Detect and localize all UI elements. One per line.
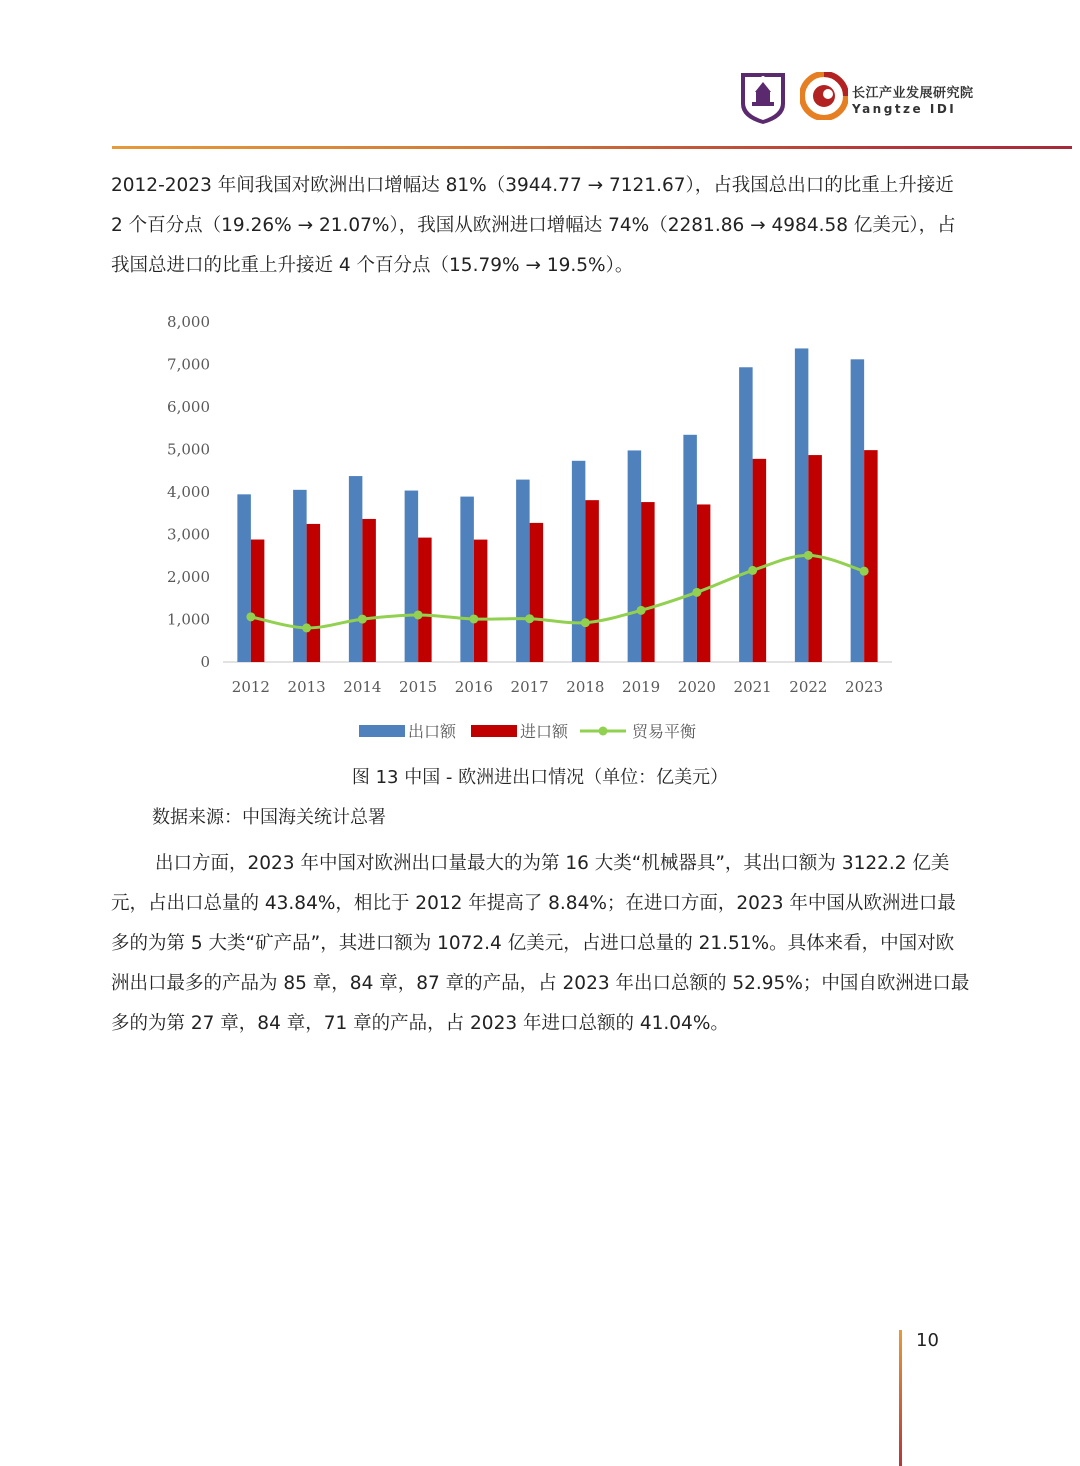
yangtze-idi-logo (800, 72, 848, 120)
export-bar (851, 359, 865, 662)
y-tick-label: 3,000 (167, 525, 210, 544)
y-tick-label: 7,000 (167, 355, 210, 374)
import-bar (362, 519, 376, 662)
y-tick-label: 1,000 (167, 610, 210, 629)
export-bar (460, 497, 474, 662)
export-bar (795, 348, 809, 662)
balance-point (246, 612, 255, 621)
balance-point (302, 623, 311, 632)
export-bar (628, 450, 642, 662)
balance-point (748, 566, 757, 575)
x-tick-label: 2019 (622, 678, 661, 696)
export-bar (349, 476, 363, 662)
x-tick-label: 2018 (566, 678, 605, 696)
y-tick-label: 5,000 (167, 440, 210, 459)
import-bar (753, 459, 767, 662)
import-bar (251, 540, 265, 662)
legend-label-import: 进口额 (520, 722, 569, 741)
intro-paragraph-text: 2012-2023 年间我国对欧洲出口增幅达 81%（3944.77 → 7121.67），占我国总出口的比重上升接近 2 个百分点（19.26% → 21.07%），我国从欧洲进口增幅达 74%（2281.86 → 4984.58 亿美元），占我国总进口的比重上升接近 4 个百分点（15.79% → 19.5%）。 (111, 175, 956, 276)
x-tick-label: 2020 (677, 678, 716, 696)
x-tick-label: 2012 (231, 678, 270, 696)
export-bar (516, 480, 530, 662)
x-tick-label: 2016 (454, 678, 493, 696)
balance-point (692, 588, 701, 597)
import-bar (474, 540, 488, 662)
import-bar (641, 502, 655, 662)
balance-point (804, 551, 813, 560)
body-paragraph (111, 844, 971, 1044)
x-tick-label: 2013 (287, 678, 326, 696)
y-tick-label: 8,000 (167, 313, 210, 331)
balance-point (637, 606, 646, 615)
export-bar (739, 367, 753, 662)
header-divider (112, 146, 1072, 149)
x-tick-label: 2014 (343, 678, 382, 696)
export-bar (293, 490, 307, 662)
legend-swatch-export (359, 725, 405, 737)
y-tick-label: 4,000 (167, 483, 210, 501)
balance-line (251, 555, 864, 628)
export-bar (405, 491, 419, 662)
import-bar (864, 450, 878, 662)
y-tick-label: 2,000 (167, 568, 210, 586)
export-bar (237, 494, 251, 662)
page-number: 10 (916, 1330, 939, 1351)
x-tick-label: 2023 (845, 678, 884, 696)
body-paragraph-text: 出口方面，2023 年中国对欧洲出口量最大的为第 16 大类“机械器具”，其出口额为 3122.2 亿美元，占出口总量的 43.84%，相比于 2012 年提高了 8.84%；在进口方面，2023 年中国从欧洲进口最多的为第 5 大类“矿产品”，其进口额为 1072.4 亿美元，占进口总量的 21.51%。具体来看，中国对欧洲出口最多的产品为 85 章，84 章，87 章的产品，占 2023 年出口总额的 52.95%；中国自欧洲进口最多的为第 27 章，84 章，71 章的产品，占 2023 年进口总额的 41.04%。 (111, 853, 970, 1034)
balance-point (469, 614, 478, 623)
balance-point (860, 567, 869, 576)
footer-divider (899, 1330, 902, 1466)
balance-point (414, 610, 423, 619)
legend-label-export: 出口额 (408, 722, 457, 741)
institute-name (852, 82, 974, 116)
x-tick-label: 2015 (399, 678, 438, 696)
import-bar (530, 523, 544, 662)
export-bar (683, 435, 697, 662)
x-tick-label: 2022 (789, 678, 828, 696)
import-bar (697, 504, 711, 662)
balance-point (525, 614, 534, 623)
import-bar (307, 524, 321, 662)
y-tick-label: 6,000 (167, 398, 210, 416)
y-tick-label: 0 (200, 653, 210, 671)
balance-point (581, 618, 590, 627)
export-bar (572, 461, 586, 662)
institute-name-en: Yangtze IDI (852, 102, 957, 116)
intro-paragraph (111, 166, 971, 286)
x-tick-label: 2017 (510, 678, 549, 696)
legend-label-balance: 贸易平衡 (632, 722, 697, 741)
x-tick-label: 2021 (733, 678, 772, 696)
import-bar (585, 500, 599, 662)
legend-marker-balance (599, 727, 608, 736)
import-bar (418, 538, 432, 662)
trade-chart (140, 300, 940, 770)
figure-caption: 图 13 中国 - 欧洲进出口情况（单位：亿美元） (351, 767, 729, 788)
institute-name-cn: 长江产业发展研究院 (852, 86, 974, 101)
balance-point (358, 615, 367, 624)
legend-swatch-import (471, 725, 517, 737)
university-logo (738, 70, 788, 126)
figure-source: 数据来源：中国海关统计总署 (152, 807, 386, 828)
